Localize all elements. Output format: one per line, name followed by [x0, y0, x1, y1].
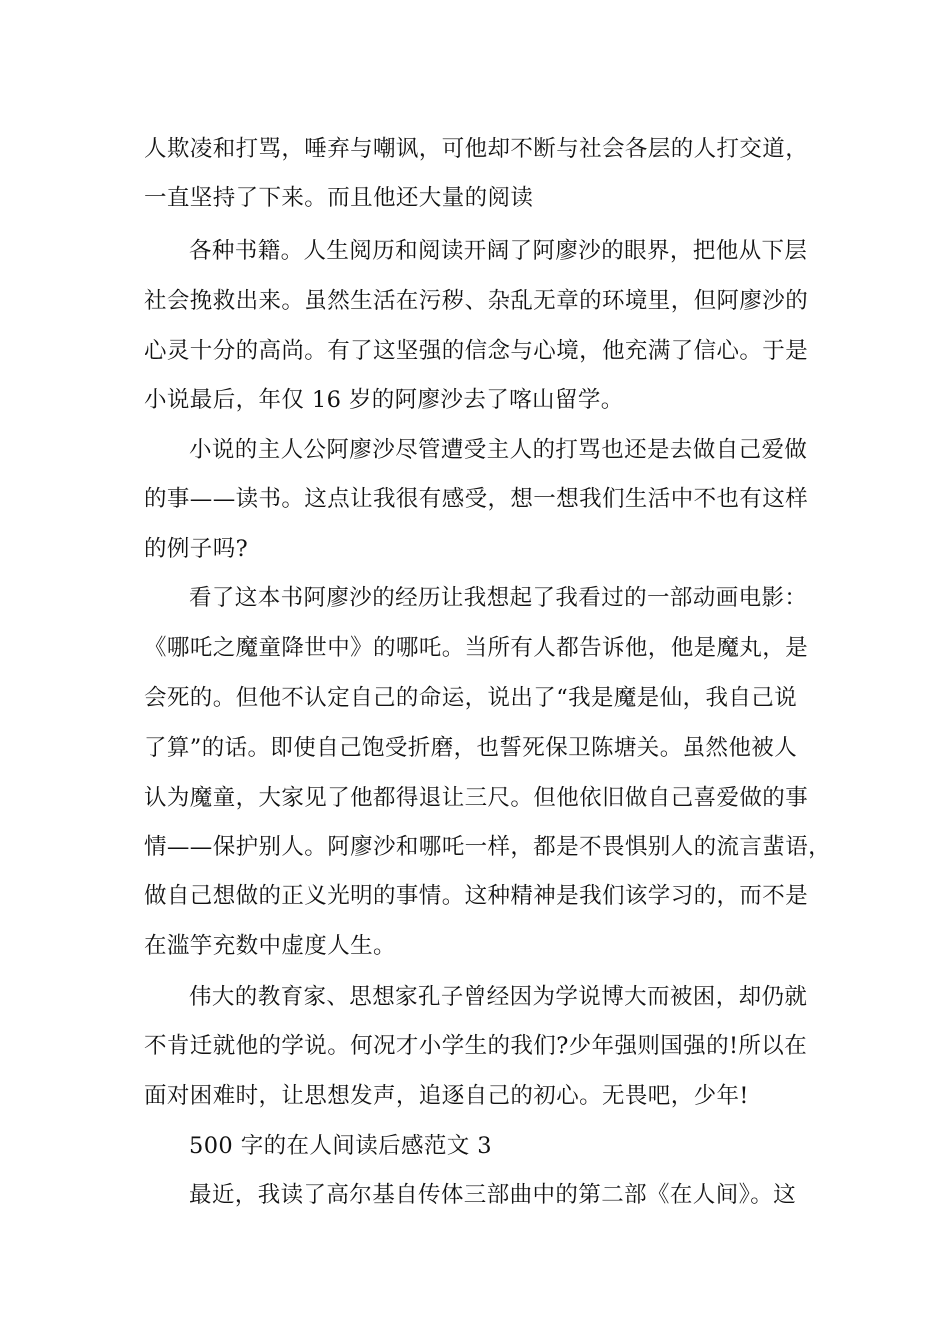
paragraph-start-line: 最近，我读了高尔基自传体三部曲中的第二部《在人间》。这 [189, 1182, 797, 1208]
paragraph-start-line: 看了这本书阿廖沙的经历让我想起了我看过的一部动画电影： [189, 585, 808, 611]
text-line: 心灵十分的高尚。有了这坚强的信念与心境，他充满了信心。于是 [144, 338, 809, 364]
text-line: 做自己想做的正义光明的事情。这种精神是我们该学习的，而不是 [144, 883, 809, 909]
text-line: 一直坚持了下来。而且他还大量的阅读 [144, 185, 534, 211]
text-line: 小说最后，年仅 16 岁的阿廖沙去了喀山留学。 [144, 387, 624, 413]
text-line: 面对困难时，让思想发声，追逐自己的初心。无畏吧，少年! [144, 1083, 749, 1109]
paragraph-start-line: 伟大的教育家、思想家孔子曾经因为学说博大而被困，却仍就 [189, 984, 808, 1010]
paragraph-start-line: 各种书籍。人生阅历和阅读开阔了阿廖沙的眼界，把他从下层 [189, 238, 808, 264]
text-line: 情——保护别人。阿廖沙和哪吒一样，都是不畏惧别人的流言蜚语， [144, 834, 832, 860]
section-heading: 500 字的在人间读后感范文 3 [189, 1133, 492, 1159]
paragraph-start-line: 小说的主人公阿廖沙尽管遭受主人的打骂也还是去做自己爱做 [189, 437, 808, 463]
text-line: 认为魔童，大家见了他都得退让三尺。但他依旧做自己喜爱做的事 [144, 785, 809, 811]
text-line: 的例子吗? [144, 536, 249, 562]
text-line: 人欺凌和打骂，唾弃与嘲讽，可他却不断与社会各层的人打交道， [144, 136, 809, 162]
text-line: 了算”的话。即使自己饱受折磨，也誓死保卫陈塘关。虽然他被人 [144, 735, 798, 761]
text-line: 社会挽救出来。虽然生活在污秽、杂乱无章的环境里，但阿廖沙的 [144, 288, 809, 314]
text-line: 的事——读书。这点让我很有感受，想一想我们生活中不也有这样 [144, 486, 809, 512]
text-line: 在滥竽充数中虚度人生。 [144, 933, 396, 959]
text-line: 不肯迁就他的学说。何况才小学生的我们?少年强则国强的!所以在 [144, 1033, 808, 1059]
text-line: 《哪吒之魔童降世中》的哪吒。当所有人都告诉他，他是魔丸，是 [144, 635, 809, 661]
text-line: 会死的。但他不认定自己的命运，说出了“我是魔是仙，我自己说 [144, 685, 798, 711]
